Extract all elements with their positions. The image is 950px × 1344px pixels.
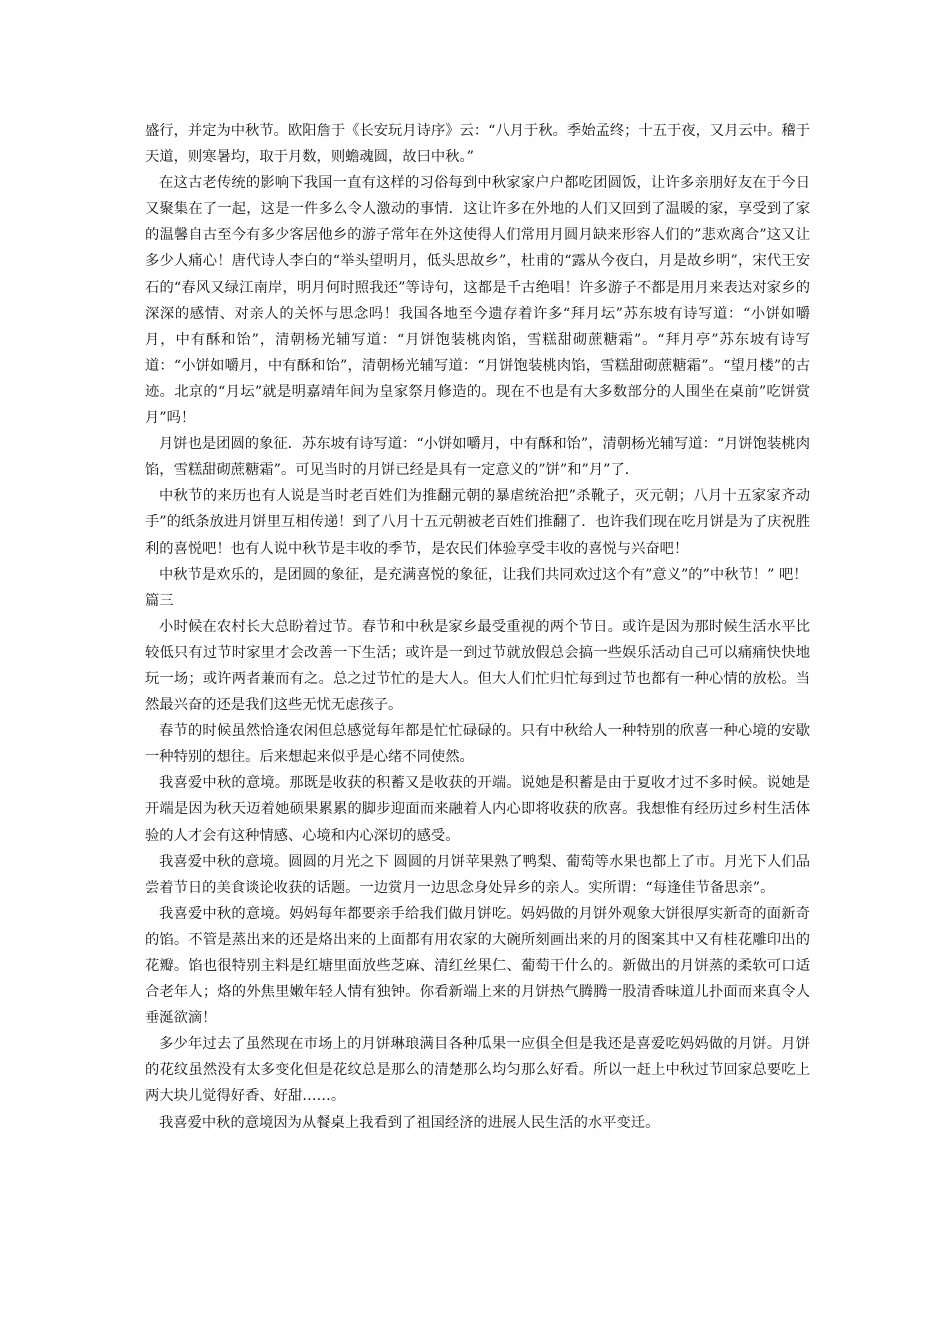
paragraph-8: 我喜爱中秋的意境。那既是收获的积蓄又是收获的开端。说她是积蓄是由于夏收才过不多时候。说她是开端是因为秋天迈着她硕果累累的脚步迎面而来融着人内心即将收获的欣喜。我想惟有经历过乡村生活体验的人才会有这种情感、心境和内心深切的感受。	[145, 775, 810, 844]
paragraph-3: 月饼也是团圆的象征．苏东坡有诗写道：“小饼如嚼月，中有酥和饴”，清朝杨光辅写道：“月饼饱装桃肉馅，雪糕甜砌蔗糖霜”。可见当时的月饼已经是具有一定意义的”饼”和”月”了．	[145, 436, 810, 479]
paragraph-12: 我喜爱中秋的意境因为从餐桌上我看到了祖国经济的进展人民生活的水平变迁。	[159, 1114, 660, 1131]
document-body	[145, 118, 810, 1136]
section-heading: 篇三	[145, 592, 174, 609]
paragraph-1: 盛行，并定为中秋节。欧阳詹于《长安玩月诗序》云：“八月于秋。季始孟终；十五于夜，又月云中。稽于天道，则寒暑均，取于月数，则蟾魂圆，故曰中秋。”	[145, 123, 810, 166]
paragraph-10: 我喜爱中秋的意境。妈妈每年都要亲手给我们做月饼吃。妈妈做的月饼外观象大饼很厚实新奇的面新奇的馅。不管是蒸出来的还是烙出来的上面都有用农家的大碗所刻画出来的月的图案其中又有桂花雕印出的花瓣。馅也很特别主料是红塘里面放些芝麻、清红丝果仁、葡萄干什么的。新做出的月饼蒸的柔软可口适合老年人；烙的外焦里嫩年轻人情有独钟。你看新端上来的月饼热气腾腾一股清香味道儿扑面而来真令人垂涎欲滴！	[145, 905, 810, 1027]
paragraph-2: 在这古老传统的影响下我国一直有这样的习俗每到中秋家家户户都吃团圆饭，让许多亲朋好友在于今日又聚集在了一起，这是一件多么令人激动的事情．这让许多在外地的人们又回到了温暖的家，享受到了家的温馨自古至今有多少客居他乡的游子常年在外这使得人们常用月圆月缺来形容人们的”悲欢离合”这又让多少人痛心！唐代诗人李白的“举头望明月，低头思故乡”，杜甫的“露从今夜白，月是故乡明”，宋代王安石的“春风又绿江南岸，明月何时照我还”等诗句，这都是千古绝唱！许多游子不都是用月来表达对家乡的深深的感情、对亲人的关怀与思念吗！我国各地至今遗存着许多“拜月坛”苏东坡有诗写道：“小饼如嚼月，中有酥和饴”，清朝杨光辅写道：“月饼饱装桃肉馅，雪糕甜砌蔗糖霜”。“拜月亭”苏东坡有诗写道：“小饼如嚼月，中有酥和饴”，清朝杨光辅写道：“月饼饱装桃肉馅，雪糕甜砌蔗糖霜”。“望月楼”的古迹。北京的“月坛”就是明嘉靖年间为皇家祭月修造的。现在不也是有大多数部分的人围坐在桌前”吃饼赏月”吗！	[145, 175, 810, 427]
paragraph-7: 春节的时候虽然恰逢农闲但总感觉每年都是忙忙碌碌的。只有中秋给人一种特别的欣喜一种心境的安歇一种特别的想往。后来想起来似乎是心绪不同使然。	[145, 723, 810, 766]
paragraph-4: 中秋节的来历也有人说是当时老百姓们为推翻元朝的暴虐统治把”杀靴子，灭元朝；八月十五家家齐动手”的纸条放进月饼里互相传递！到了八月十五元朝被老百姓们推翻了．也许我们现在吃月饼是为了庆祝胜利的喜悦吧！也有人说中秋节是丰收的季节，是农民们体验享受丰收的喜悦与兴奋吧！	[145, 488, 810, 557]
paragraph-5: 中秋节是欢乐的，是团圆的象征，是充满喜悦的象征，让我们共同欢过这个有”意义”的”中秋节！” 吧！	[159, 566, 808, 583]
paragraph-9: 我喜爱中秋的意境。圆圆的月光之下 圆圆的月饼苹果熟了鸭梨、葡萄等水果也都上了市。月光下人们品尝着节日的美食谈论收获的话题。一边赏月一边思念身处异乡的亲人。实所谓：“每逢佳节备思亲”。	[145, 853, 810, 896]
paragraph-6: 小时候在农村长大总盼着过节。春节和中秋是家乡最受重视的两个节日。或许是因为那时候生活水平比较低只有过节时家里才会改善一下生活；或许是一到过节就放假总会搞一些娱乐活动自己可以痛痛快快地玩一场；或许两者兼而有之。总之过节忙的是大人。但大人们忙归忙每到过节也都有一种心情的放松。当然最兴奋的还是我们这些无忧无虑孩子。	[145, 618, 810, 714]
paragraph-11: 多少年过去了虽然现在市场上的月饼琳琅满目各种瓜果一应俱全但是我还是喜爱吃妈妈做的月饼。月饼的花纹虽然没有太多变化但是花纹总是那么的清楚那么均匀那么好看。所以一赶上中秋过节回家总要吃上两大块儿觉得好香、好甜……。	[145, 1036, 810, 1105]
